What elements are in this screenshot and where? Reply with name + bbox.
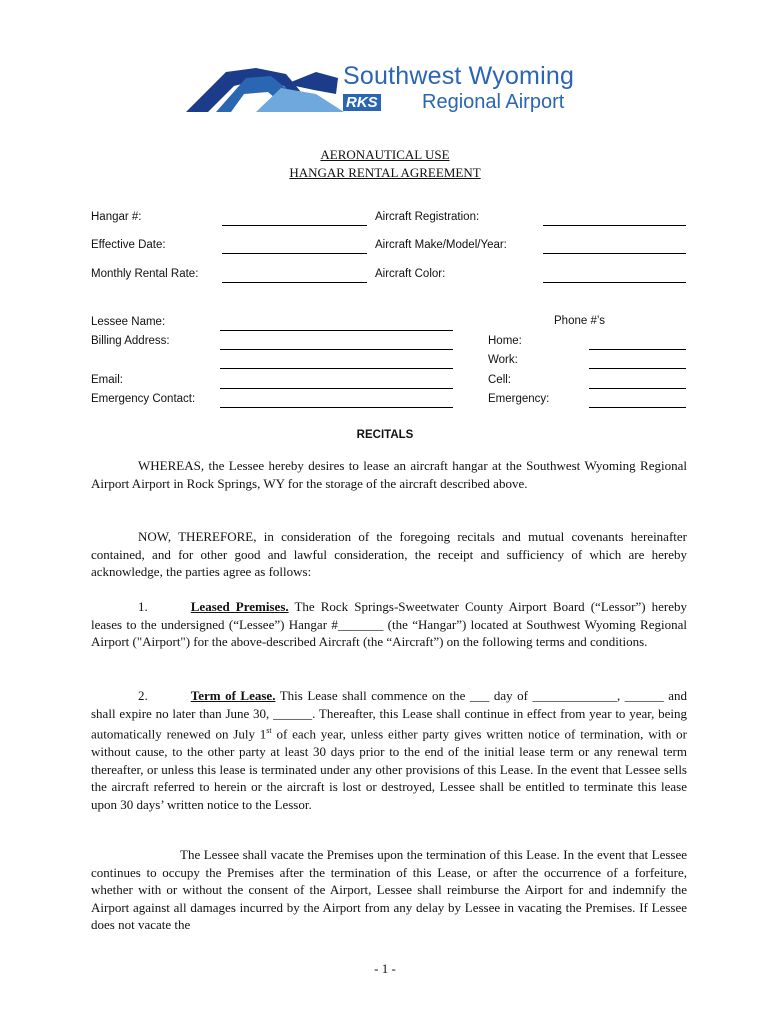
email-field[interactable] [220, 388, 453, 389]
section-1-paragraph [91, 598, 687, 651]
logo-name-line1: Southwest Wyoming [343, 62, 575, 90]
effective-date-label: Effective Date: [91, 239, 166, 251]
monthly-rent-label: Monthly Rental Rate: [91, 268, 199, 280]
whereas-text: WHEREAS, the Lessee hereby desires to lease an aircraft hangar at the Southwest Wyoming Regional Airport Airport in Rock Springs, WY for the storage of the aircraft described above. [91, 458, 687, 491]
hangar-label: Hangar #: [91, 211, 142, 223]
effective-date-field[interactable] [222, 253, 367, 254]
aircraft-make-label: Aircraft Make/Model/Year: [375, 239, 507, 251]
emergency-contact-field[interactable] [220, 407, 453, 408]
emergency-phone-field[interactable] [589, 407, 686, 408]
section-1-heading: Leased Premises. [190, 599, 289, 614]
aircraft-color-label: Aircraft Color: [375, 268, 446, 280]
recitals-heading: RECITALS [356, 429, 414, 441]
monthly-rent-field[interactable] [222, 282, 367, 283]
document-title-line1: AERONAUTICAL USE [320, 147, 450, 162]
home-phone-label: Home: [488, 335, 522, 347]
phones-heading: Phone #’s [554, 315, 605, 327]
home-phone-field[interactable] [589, 349, 686, 350]
page-number: - 1 - [374, 961, 396, 976]
vacate-paragraph [91, 846, 687, 934]
cell-phone-field[interactable] [589, 388, 686, 389]
hangar-field[interactable] [222, 225, 367, 226]
lessee-name-field[interactable] [220, 330, 453, 331]
section-1-text: The Rock Springs-Sweetwater County Airport Board (“Lessor”) hereby leases to the undersigned (“Lessee”) Hangar #_______ (the “Hangar”) located at Southwest Wyoming Regional Airport ("Airport") for the above-described Aircraft (the “Aircraft”) on the following terms and conditions. [91, 599, 688, 650]
cell-phone-label: Cell: [488, 374, 512, 386]
work-phone-label: Work: [488, 354, 518, 366]
billing-address-field-2[interactable] [220, 368, 453, 369]
document-title-line2: HANGAR RENTAL AGREEMENT [289, 165, 481, 180]
email-label: Email: [91, 374, 123, 386]
aircraft-make-field[interactable] [543, 253, 686, 254]
aircraft-registration-label: Aircraft Registration: [375, 211, 480, 223]
section-2-text-a: This Lease shall commence on the ___ day of _____________, ______ and shall expire no later than June 30, ______. Thereafter, this Lease shall continue in effect from year to year, being automatically renewed on July 1 [91, 688, 687, 742]
billing-address-label: Billing Address: [91, 335, 170, 347]
now-therefore-paragraph [91, 528, 687, 581]
section-2-sup: st [266, 726, 272, 736]
emergency-contact-label: Emergency Contact: [91, 393, 196, 405]
work-phone-field[interactable] [589, 368, 686, 369]
logo-code: RKS [343, 94, 381, 111]
section-1-number: 1. [138, 599, 148, 614]
now-therefore-text: NOW, THEREFORE, in consideration of the foregoing recitals and mutual covenants hereinafter contained, and for other good and lawful consideration, the receipt and sufficiency of which are hereby acknowledge, the parties agree as follows: [91, 529, 687, 580]
billing-address-field[interactable] [220, 349, 453, 350]
logo-name-line2: Regional Airport [422, 91, 565, 113]
section-2-text-b: of each year, unless either party gives written notice of termination, with or without cause, to the other party at least 30 days prior to the end of the initial lease term or any renewal term thereafter, or unless this lease is terminated under any other provisions of this Lease. In the event that Lessee sells the aircraft referred to herein or the aircraft is lost or destroyed, Lessee shall be entitled to terminate this lease upon 30 days’ written notice to the Lessor. [91, 726, 687, 812]
section-2-paragraph [91, 687, 687, 813]
lessee-name-label: Lessee Name: [91, 316, 166, 328]
vacate-text: The Lessee shall vacate the Premises upon the termination of this Lease. In the event that Lessee continues to occupy the Premises after the termination of this Lease, or after the occurrence of a forfeiture, whether with or without the consent of the Airport, Lessee shall reimburse the Airport for and indemnify the Airport against all damages incurred by the Airport from any delay by Lessee in vacating the Premises. If Lessee does not vacate the [91, 847, 687, 933]
aircraft-color-field[interactable] [543, 282, 686, 283]
emergency-phone-label: Emergency: [488, 393, 550, 405]
section-2-heading: Term of Lease. [190, 688, 276, 703]
aircraft-registration-field[interactable] [543, 225, 686, 226]
section-2-number: 2. [138, 688, 148, 703]
whereas-paragraph [91, 457, 687, 492]
